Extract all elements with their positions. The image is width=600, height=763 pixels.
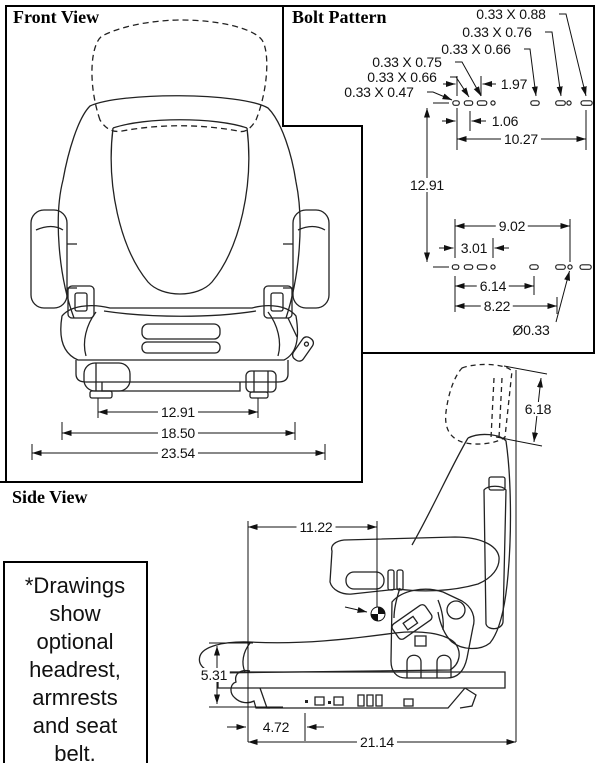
side-headrest-outline [446,364,512,444]
side-view-title: Side View [12,487,88,507]
front-adjuster-knob [246,371,276,398]
note-line: optional [36,629,114,654]
dim-bolt-822: 8.22 [481,299,513,313]
dim-bolt-614: 6.14 [477,279,509,293]
front-seatbelt-right [264,286,315,363]
side-base-vents [305,700,331,704]
slot-label-066a: 0.33 X 0.66 [441,41,511,57]
front-backrest-outline [58,96,300,318]
dim-bolt-hole-dia: Ø0.33 [512,322,550,338]
dim-bolt-301: 3.01 [460,240,488,256]
note-line: headrest, [29,657,121,682]
slot-label-075: 0.33 X 0.75 [372,54,442,70]
bolt-pattern-dimensions [427,14,586,322]
front-pump-knob [84,363,130,398]
side-seatbelt-buckle [390,600,443,646]
front-armrest-left [31,210,67,308]
side-base [218,671,505,708]
side-armrest-support [484,477,506,629]
dim-bolt-197: 1.97 [500,76,528,92]
dim-front-mid-width: 18.50 [158,426,198,440]
front-view-title: Front View [13,7,100,27]
slot-label-088: 0.33 X 0.88 [476,6,546,22]
bolt-row-upper [453,101,592,106]
side-view-drawing [199,364,512,708]
slot-label-066b: 0.33 X 0.66 [367,69,437,85]
dim-side-1122: 11.22 [297,520,336,534]
front-cushion-outline [61,306,298,360]
side-cushion-outline [199,632,459,673]
dim-side-472: 4.72 [262,719,290,735]
dim-bolt-902: 9.02 [496,219,528,233]
front-view-drawing [31,20,329,398]
note-line: show [49,601,101,626]
dim-bolt-106: 1.06 [491,113,519,129]
sip-target-icon [371,607,385,621]
slot-label-047: 0.33 X 0.47 [344,84,414,100]
dim-bolt-1291: 12.91 [407,178,447,192]
note-line: *Drawings [24,573,126,598]
side-armrest [330,537,499,594]
dim-front-overall-width: 23.54 [158,446,198,460]
dim-side-2114: 21.14 [357,735,397,749]
note-line: and seat [32,713,118,738]
dim-front-base-width: 12.91 [158,405,198,419]
dim-side-618: 6.18 [522,402,554,416]
note-line: belt. [54,741,96,763]
front-headrest-outline [92,20,267,132]
side-base-slots [315,695,413,706]
note-line: armrests [32,685,118,710]
slot-label-076: 0.33 X 0.76 [462,24,532,40]
side-view-dimensions [209,366,547,742]
bolt-pattern-title: Bolt Pattern [292,7,387,27]
bolt-row-lower [452,265,591,270]
dim-bolt-1027: 10.27 [501,132,541,146]
dim-side-531: 5.31 [198,668,230,682]
